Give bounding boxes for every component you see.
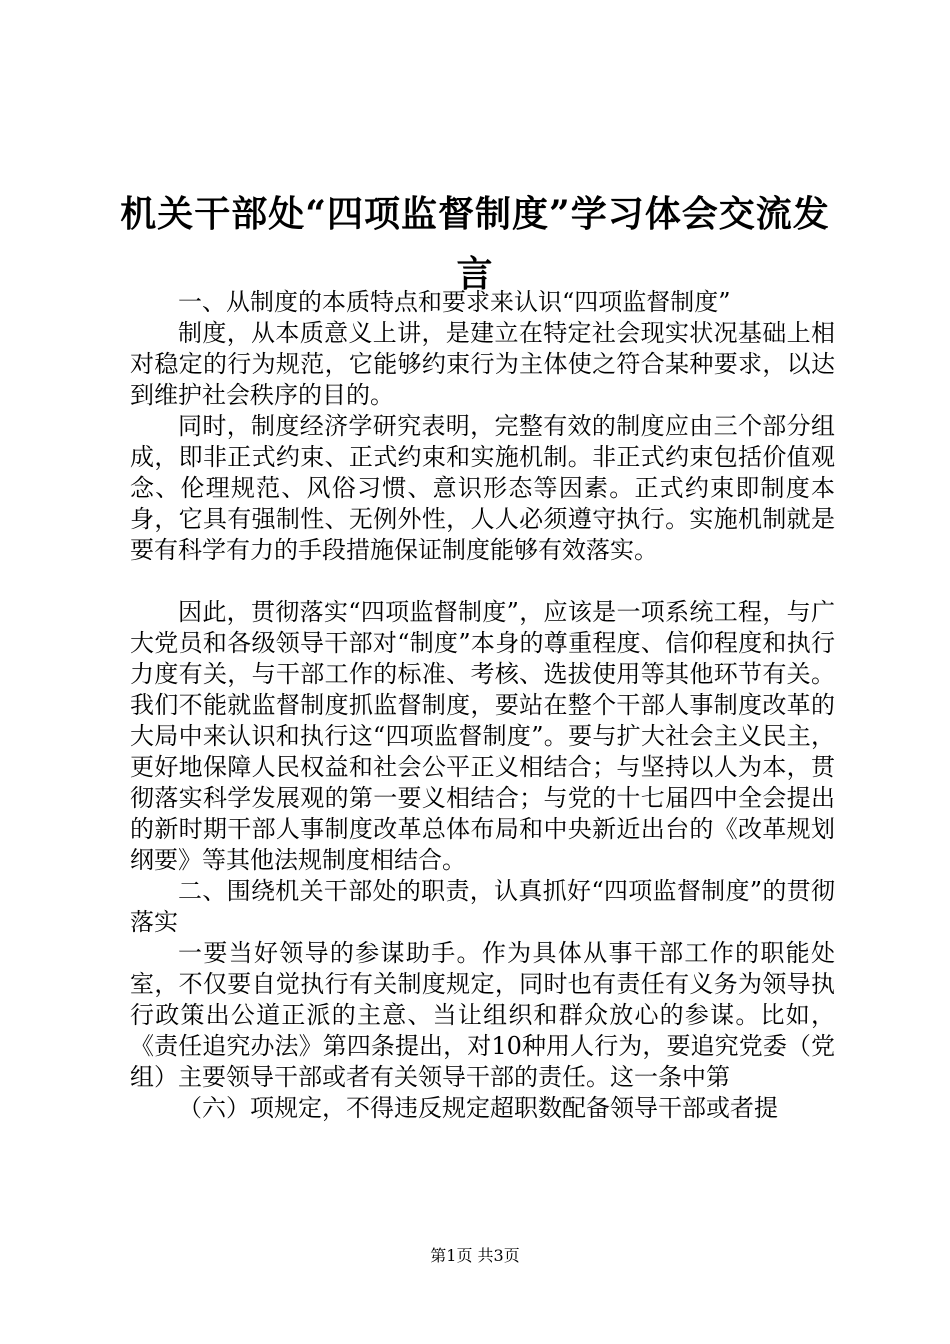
- document-title: 机关干部处“四项监督制度”学习体会交流发言: [120, 193, 830, 296]
- document-body: [130, 287, 835, 1124]
- body-paragraph: （六）项规定，不得违反规定超职数配备领导干部或者提: [178, 1094, 778, 1122]
- body-paragraph: 因此，贯彻落实“四项监督制度”，应该是一项系统工程，与广大党员和各级领导干部对“制度”本身的尊重程度、信仰程度和执行力度有关，与干部工作的标准、考核、选拔使用等其他环节有关。我们不能就监督制度抓监督制度，要站在整个干部人事制度改革的大局中来认识和执行这“四项监督制度”。要与扩大社会主义民主，更好地保障人民权益和社会公平正义相结合；与坚持以人为本，贯彻落实科学发展观的第一要义相结合；与党的十七届四中全会提出的新时期干部人事制度改革总体布局和中央新近出台的《改革规划纲要》等其他法规制度相结合。: [130, 598, 835, 874]
- paragraph-spacer: [130, 566, 835, 597]
- page-footer: 第1页 共3页: [430, 1246, 520, 1265]
- section-heading-2: 二、围绕机关干部处的职责，认真抓好“四项监督制度”的贯彻落实: [130, 877, 835, 936]
- body-paragraph: 制度，从本质意义上讲，是建立在特定社会现实状况基础上相对稳定的行为规范，它能够约束行为主体使之符合某种要求，以达到维护社会秩序的目的。: [130, 319, 835, 409]
- section-heading-1: 一、从制度的本质特点和要求来认识“四项监督制度”: [178, 288, 731, 316]
- body-paragraph: 一要当好领导的参谋助手。作为具体从事干部工作的职能处室，不仅要自觉执行有关制度规定，同时也有责任有义务为领导执行政策出公道正派的主意、当让组织和群众放心的参谋。比如，《责任追究办法》第四条提出，对10种用人行为，要追究党委（党组）主要领导干部或者有关领导干部的责任。这一条中第: [130, 939, 835, 1091]
- body-paragraph: 同时，制度经济学研究表明，完整有效的制度应由三个部分组成，即非正式约束、正式约束和实施机制。非正式约束包括价值观念、伦理规范、风俗习惯、意识形态等因素。正式约束即制度本身，它具有强制性、无例外性，人人必须遵守执行。实施机制就是要有科学有力的手段措施保证制度能够有效落实。: [130, 412, 835, 564]
